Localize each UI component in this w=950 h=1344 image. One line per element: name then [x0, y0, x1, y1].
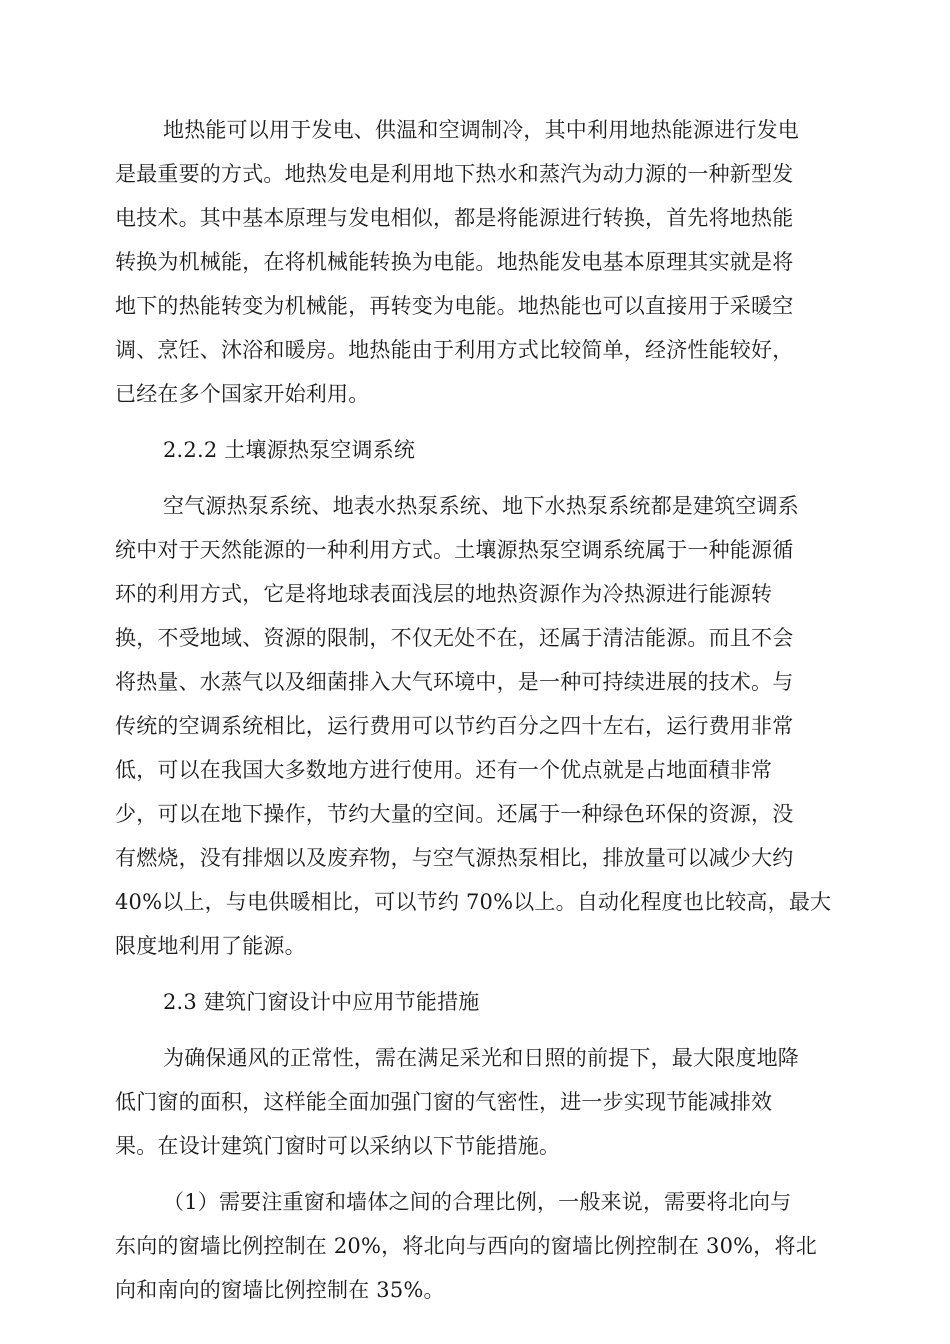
- list-item-1-line-1: （1）需要注重窗和墙体之间的合理比例，一般来说，需要将北向与: [163, 1190, 792, 1214]
- list-item-1-line-3: 向和南向的窗墙比例控制在 35%。: [115, 1278, 445, 1302]
- paragraph-1-line-4: 转换为机械能，在将机械能转换为电能。地热能发电基本原理其实就是将: [115, 250, 794, 274]
- paragraph-2-line-7: 低，可以在我国大多数地方进行使用。还有一个优点就是占地面積非常: [115, 758, 773, 782]
- paragraph-3-line-1: 为确保通风的正常性，需在满足采光和日照的前提下，最大限度地降: [163, 1046, 799, 1070]
- section-heading-2-3: 2.3 建筑门窗设计中应用节能措施: [163, 990, 480, 1014]
- paragraph-2-line-4: 换，不受地域、资源的限制，不仅无处不在，还属于清洁能源。而且不会: [115, 626, 794, 650]
- section-heading-2-2-2: 2.2.2 土壤源热泵空调系统: [163, 438, 416, 462]
- paragraph-2-line-9: 有燃烧，没有排烟以及废弃物，与空气源热泵相比，排放量可以减少大约: [115, 846, 794, 870]
- paragraph-1-line-5: 地下的热能转变为机械能，再转变为电能。地热能也可以直接用于采暖空: [115, 294, 794, 318]
- paragraph-1-line-1: 地热能可以用于发电、供温和空调制冷，其中利用地热能源进行发电: [163, 118, 799, 142]
- paragraph-2-line-10: 40%以上，与电供暖相比，可以节约 70%以上。自动化程度也比较高，最大: [115, 890, 832, 914]
- paragraph-2-line-1: 空气源热泵系统、地表水热泵系统、地下水热泵系统都是建筑空调系: [163, 494, 799, 518]
- paragraph-2-line-11: 限度地利用了能源。: [115, 934, 306, 958]
- paragraph-1-line-6: 调、烹饪、沐浴和暖房。地热能由于利用方式比较简单，经济性能较好，: [115, 338, 794, 362]
- paragraph-2-line-8: 少，可以在地下操作，节约大量的空间。还属于一种绿色环保的资源，没: [115, 802, 794, 826]
- paragraph-2-line-3: 环的利用方式，它是将地球表面浅层的地热资源作为冷热源进行能源转: [115, 582, 773, 606]
- list-item-1-line-2: 东向的窗墙比例控制在 20%，将北向与西向的窗墙比例控制在 30%，将北: [115, 1234, 817, 1258]
- paragraph-2-line-5: 将热量、水蒸气以及细菌排入大气环境中，是一种可持续进展的技术。与: [115, 670, 794, 694]
- paragraph-3-line-2: 低门窗的面积，这样能全面加强门窗的气密性，进一步实现节能减排效: [115, 1090, 773, 1114]
- paragraph-2-line-6: 传统的空调系统相比，运行费用可以节约百分之四十左右，运行费用非常: [115, 714, 794, 738]
- paragraph-1-line-3: 电技术。其中基本原理与发电相似，都是将能源进行转换，首先将地热能: [115, 206, 794, 230]
- paragraph-2-line-2: 统中对于天然能源的一种利用方式。土壤源热泵空调系统属于一种能源循: [115, 538, 794, 562]
- paragraph-1-line-7: 已经在多个国家开始利用。: [115, 382, 370, 406]
- paragraph-1-line-2: 是最重要的方式。地热发电是利用地下热水和蒸汽为动力源的一种新型发: [115, 162, 794, 186]
- paragraph-3-line-3: 果。在设计建筑门窗时可以采纳以下节能措施。: [115, 1134, 561, 1158]
